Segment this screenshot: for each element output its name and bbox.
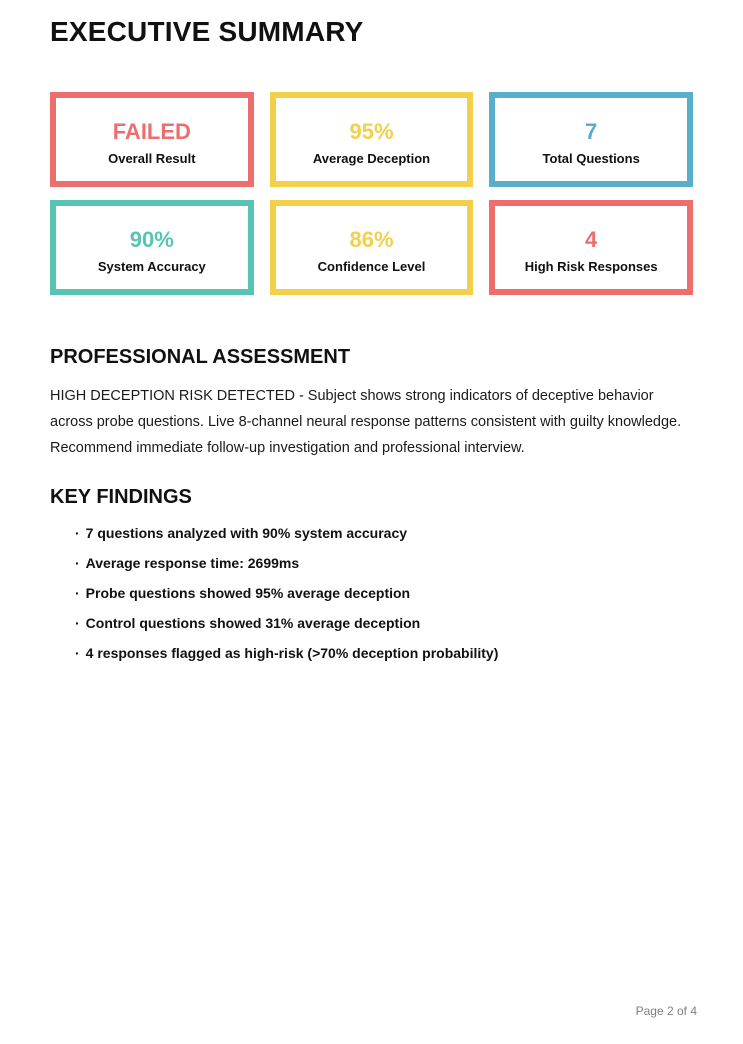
bullet-dot: ·	[75, 555, 80, 571]
stat-card-average-deception	[270, 92, 474, 187]
findings-list	[50, 525, 693, 661]
stat-value: 90%	[129, 226, 174, 252]
section-heading-professional-assessment: PROFESSIONAL ASSESSMENT	[50, 346, 351, 368]
stat-value: 7	[585, 118, 598, 144]
finding-text: Control questions showed 31% average deception	[85, 615, 421, 631]
stat-card-total-questions	[489, 92, 693, 187]
finding-text: Probe questions showed 95% average deception	[85, 585, 411, 601]
finding-text: Average response time: 2699ms	[85, 555, 300, 571]
stat-card-confidence-level	[270, 200, 474, 295]
summary-cards-grid	[50, 92, 693, 295]
bullet-dot: ·	[75, 645, 80, 661]
page-number: Page 2 of 4	[635, 1004, 697, 1018]
finding-text: 7 questions analyzed with 90% system accuracy	[85, 525, 408, 541]
key-findings-section	[50, 485, 693, 661]
stat-label: Average Deception	[312, 150, 431, 166]
stat-label: Overall Result	[108, 150, 196, 166]
page-title: EXECUTIVE SUMMARY	[50, 16, 364, 47]
stat-value: 86%	[349, 226, 394, 252]
stat-card-high-risk-responses	[489, 200, 693, 295]
stat-value: FAILED	[112, 118, 191, 144]
stat-value: 4	[585, 226, 598, 252]
professional-assessment-section	[50, 345, 693, 461]
bullet-dot: ·	[75, 525, 80, 541]
stat-label: Confidence Level	[317, 258, 426, 274]
finding-item	[75, 645, 693, 661]
finding-item	[75, 615, 693, 631]
assessment-paragraph: HIGH DECEPTION RISK DETECTED - Subject shows strong indicators of deceptive behavior across probe questions. Live 8-channel neural response patterns consistent with guilty knowledge. Recommend immediate follow-up investigation and professional interview.	[50, 388, 682, 456]
stat-value: 95%	[349, 118, 394, 144]
stat-label: High Risk Responses	[524, 258, 658, 274]
finding-text: 4 responses flagged as high-risk (>70% deception probability)	[85, 645, 499, 661]
stat-label: System Accuracy	[97, 258, 206, 274]
stat-card-overall-result	[50, 92, 254, 187]
section-heading-key-findings: KEY FINDINGS	[50, 486, 192, 508]
finding-item	[75, 525, 693, 541]
stat-card-system-accuracy	[50, 200, 254, 295]
finding-item	[75, 555, 693, 571]
bullet-dot: ·	[75, 585, 80, 601]
stat-label: Total Questions	[542, 150, 640, 166]
bullet-dot: ·	[75, 615, 80, 631]
finding-item	[75, 585, 693, 601]
